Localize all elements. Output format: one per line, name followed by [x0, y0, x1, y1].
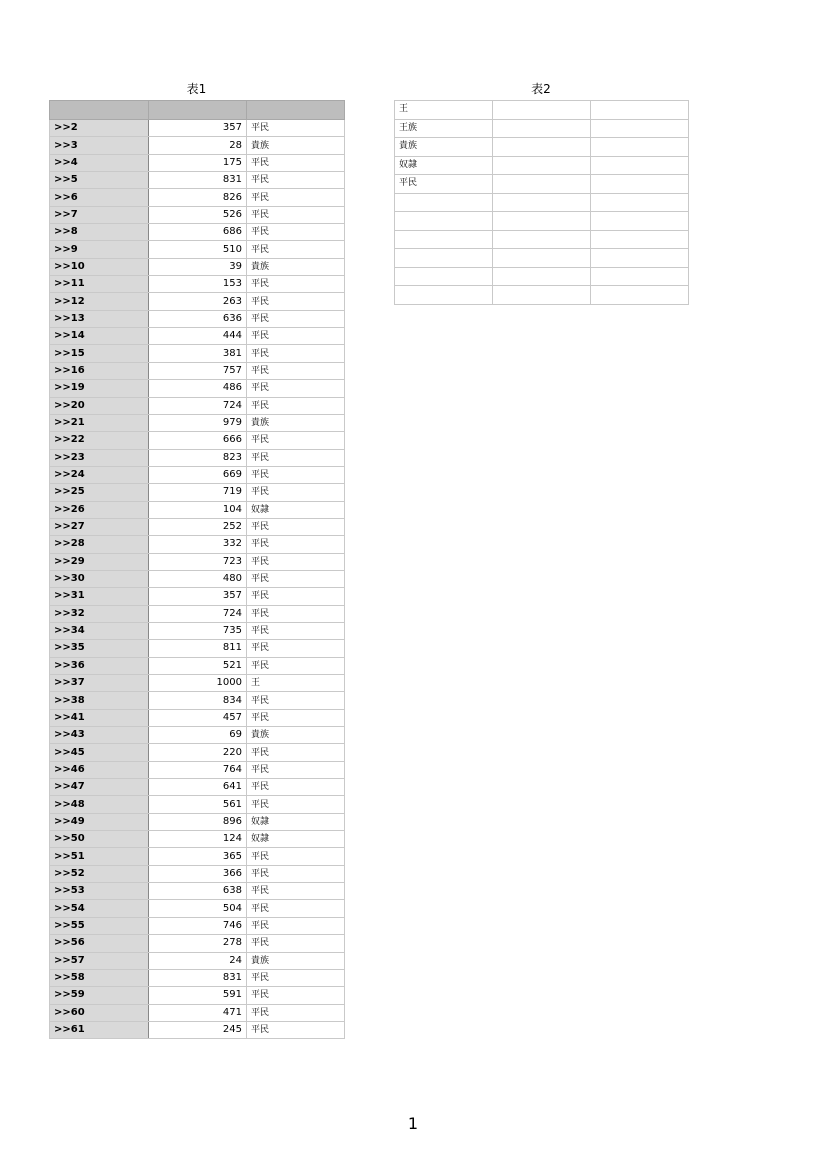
class-cell: 平民 [247, 328, 345, 345]
row-id-cell: >>60 [50, 1004, 149, 1021]
table-row [50, 484, 345, 501]
value-cell: 834 [149, 692, 247, 709]
value-cell: 104 [149, 501, 247, 518]
value-cell: 24 [149, 952, 247, 969]
table-row [50, 987, 345, 1004]
class-cell: 平民 [247, 570, 345, 587]
value-cell: 831 [149, 969, 247, 986]
class-cell: 平民 [247, 553, 345, 570]
value-cell: 638 [149, 883, 247, 900]
table2-cell [591, 249, 689, 268]
row-id-cell: >>31 [50, 588, 149, 605]
class-cell: 平民 [247, 432, 345, 449]
table2-cell [493, 101, 591, 120]
value-cell: 1000 [149, 675, 247, 692]
value-cell: 175 [149, 154, 247, 171]
table-row [50, 501, 345, 518]
row-id-cell: >>49 [50, 813, 149, 830]
row-id-cell: >>15 [50, 345, 149, 362]
value-cell: 69 [149, 727, 247, 744]
class-cell: 平民 [247, 848, 345, 865]
value-cell: 686 [149, 224, 247, 241]
value-cell: 826 [149, 189, 247, 206]
table-row [395, 156, 689, 175]
table2-cell [591, 230, 689, 249]
class-cell: 平民 [247, 709, 345, 726]
class-cell: 平民 [247, 397, 345, 414]
value-cell: 381 [149, 345, 247, 362]
row-id-cell: >>47 [50, 779, 149, 796]
table2-cell [591, 193, 689, 212]
value-cell: 263 [149, 293, 247, 310]
value-cell: 979 [149, 414, 247, 431]
class-cell: 貴族 [247, 414, 345, 431]
table-row [50, 813, 345, 830]
table-row [50, 588, 345, 605]
value-cell: 444 [149, 328, 247, 345]
row-id-cell: >>26 [50, 501, 149, 518]
class-cell: 平民 [247, 692, 345, 709]
class-cell: 平民 [247, 449, 345, 466]
class-cell: 平民 [247, 189, 345, 206]
row-id-cell: >>41 [50, 709, 149, 726]
table2-cell [591, 175, 689, 194]
value-cell: 757 [149, 362, 247, 379]
row-id-cell: >>23 [50, 449, 149, 466]
class-cell: 平民 [247, 362, 345, 379]
table-row [395, 267, 689, 286]
class-cell: 平民 [247, 883, 345, 900]
row-id-cell: >>29 [50, 553, 149, 570]
class-cell: 平民 [247, 172, 345, 189]
class-cell: 平民 [247, 466, 345, 483]
value-cell: 641 [149, 779, 247, 796]
table-row [50, 917, 345, 934]
class-cell: 奴隷 [247, 501, 345, 518]
class-cell: 平民 [247, 779, 345, 796]
table1-title: 表1 [186, 82, 207, 96]
value-cell: 669 [149, 466, 247, 483]
class-cell: 貴族 [247, 137, 345, 154]
table-row [50, 276, 345, 293]
value-cell: 252 [149, 518, 247, 535]
class-cell: 平民 [247, 605, 345, 622]
class-cell: 平民 [247, 120, 345, 137]
class-cell: 平民 [247, 657, 345, 674]
row-id-cell: >>37 [50, 675, 149, 692]
value-cell: 365 [149, 848, 247, 865]
value-cell: 124 [149, 831, 247, 848]
row-id-cell: >>61 [50, 1021, 149, 1038]
value-cell: 510 [149, 241, 247, 258]
class-cell: 平民 [247, 640, 345, 657]
table-row [50, 414, 345, 431]
table2-cell [395, 212, 493, 231]
row-id-cell: >>3 [50, 137, 149, 154]
table-row [50, 536, 345, 553]
table-row [50, 675, 345, 692]
class-cell: 平民 [247, 796, 345, 813]
page-number: 1 [407, 1114, 419, 1133]
class-cell: 王 [247, 675, 345, 692]
value-cell: 636 [149, 310, 247, 327]
table-row [50, 293, 345, 310]
value-cell: 220 [149, 744, 247, 761]
class-cell: 平民 [247, 241, 345, 258]
table-row [50, 518, 345, 535]
value-cell: 831 [149, 172, 247, 189]
value-cell: 823 [149, 449, 247, 466]
row-id-cell: >>57 [50, 952, 149, 969]
class-cell: 平民 [247, 969, 345, 986]
table-row [50, 206, 345, 223]
row-id-cell: >>50 [50, 831, 149, 848]
table2-cell [395, 249, 493, 268]
table1-header-cell [247, 101, 345, 120]
value-cell: 764 [149, 761, 247, 778]
table-row [50, 831, 345, 848]
row-id-cell: >>8 [50, 224, 149, 241]
row-id-cell: >>22 [50, 432, 149, 449]
table-row [50, 865, 345, 882]
table-row [395, 286, 689, 305]
table2-cell [493, 267, 591, 286]
table-row [395, 193, 689, 212]
table2-cell: 平民 [395, 175, 493, 194]
row-id-cell: >>53 [50, 883, 149, 900]
table2-cell [493, 230, 591, 249]
table-row [50, 727, 345, 744]
table1-header-cell [149, 101, 247, 120]
row-id-cell: >>45 [50, 744, 149, 761]
value-cell: 735 [149, 622, 247, 639]
table-row [50, 570, 345, 587]
row-id-cell: >>10 [50, 258, 149, 275]
row-id-cell: >>4 [50, 154, 149, 171]
table-row [50, 796, 345, 813]
row-id-cell: >>55 [50, 917, 149, 934]
table-row [395, 212, 689, 231]
row-id-cell: >>2 [50, 120, 149, 137]
table2-cell: 王族 [395, 119, 493, 138]
value-cell: 278 [149, 935, 247, 952]
value-cell: 480 [149, 570, 247, 587]
table-row [50, 761, 345, 778]
table-row [50, 466, 345, 483]
table-row [50, 900, 345, 917]
table-row [395, 249, 689, 268]
table1-header-cell [50, 101, 149, 120]
table-row [395, 119, 689, 138]
class-cell: 平民 [247, 345, 345, 362]
row-id-cell: >>51 [50, 848, 149, 865]
row-id-cell: >>28 [50, 536, 149, 553]
value-cell: 245 [149, 1021, 247, 1038]
value-cell: 719 [149, 484, 247, 501]
table2-cell [591, 138, 689, 157]
row-id-cell: >>30 [50, 570, 149, 587]
table-row [50, 380, 345, 397]
class-cell: 平民 [247, 293, 345, 310]
row-id-cell: >>9 [50, 241, 149, 258]
class-cell: 貴族 [247, 952, 345, 969]
class-cell: 平民 [247, 622, 345, 639]
table-row [395, 230, 689, 249]
class-cell: 貴族 [247, 258, 345, 275]
table-row [50, 709, 345, 726]
class-cell: 平民 [247, 1004, 345, 1021]
row-id-cell: >>46 [50, 761, 149, 778]
class-cell: 平民 [247, 518, 345, 535]
class-cell: 平民 [247, 917, 345, 934]
table2-cell: 貴族 [395, 138, 493, 157]
table-row [50, 744, 345, 761]
table-row [50, 172, 345, 189]
class-cell: 平民 [247, 900, 345, 917]
class-cell: 平民 [247, 310, 345, 327]
table-row [50, 692, 345, 709]
class-cell: 平民 [247, 1021, 345, 1038]
value-cell: 723 [149, 553, 247, 570]
value-cell: 811 [149, 640, 247, 657]
table-row [50, 189, 345, 206]
row-id-cell: >>35 [50, 640, 149, 657]
row-id-cell: >>14 [50, 328, 149, 345]
table2-cell [395, 193, 493, 212]
table-row [50, 779, 345, 796]
table-row [50, 553, 345, 570]
table2-cell [395, 230, 493, 249]
table2-cell [493, 138, 591, 157]
class-cell: 奴隷 [247, 813, 345, 830]
value-cell: 457 [149, 709, 247, 726]
table-row [50, 310, 345, 327]
row-id-cell: >>21 [50, 414, 149, 431]
table2-cell [591, 267, 689, 286]
class-cell: 平民 [247, 484, 345, 501]
row-id-cell: >>52 [50, 865, 149, 882]
table-row [50, 1021, 345, 1038]
row-id-cell: >>12 [50, 293, 149, 310]
table2-cell [591, 212, 689, 231]
class-cell: 平民 [247, 744, 345, 761]
table-row [50, 657, 345, 674]
table2-cell [493, 119, 591, 138]
table-row [395, 101, 689, 120]
row-id-cell: >>54 [50, 900, 149, 917]
value-cell: 357 [149, 588, 247, 605]
row-id-cell: >>43 [50, 727, 149, 744]
class-cell: 貴族 [247, 727, 345, 744]
table2-cell [493, 175, 591, 194]
table-row [50, 935, 345, 952]
table-row [50, 397, 345, 414]
class-cell: 平民 [247, 987, 345, 1004]
table-row [50, 1004, 345, 1021]
table-row [50, 848, 345, 865]
table1 [49, 100, 345, 1039]
row-id-cell: >>11 [50, 276, 149, 293]
table1-header-row [50, 101, 345, 120]
class-cell: 平民 [247, 154, 345, 171]
row-id-cell: >>19 [50, 380, 149, 397]
row-id-cell: >>48 [50, 796, 149, 813]
table-row [50, 224, 345, 241]
table-row [50, 345, 345, 362]
row-id-cell: >>32 [50, 605, 149, 622]
row-id-cell: >>25 [50, 484, 149, 501]
class-cell: 平民 [247, 761, 345, 778]
row-id-cell: >>7 [50, 206, 149, 223]
table2-title: 表2 [531, 82, 551, 96]
row-id-cell: >>59 [50, 987, 149, 1004]
table-row [395, 138, 689, 157]
value-cell: 357 [149, 120, 247, 137]
table-row [50, 241, 345, 258]
table-row [50, 605, 345, 622]
class-cell: 平民 [247, 224, 345, 241]
value-cell: 591 [149, 987, 247, 1004]
value-cell: 724 [149, 397, 247, 414]
row-id-cell: >>58 [50, 969, 149, 986]
value-cell: 526 [149, 206, 247, 223]
table-row [50, 883, 345, 900]
table-row [50, 328, 345, 345]
row-id-cell: >>16 [50, 362, 149, 379]
value-cell: 521 [149, 657, 247, 674]
table2-cell [493, 286, 591, 305]
value-cell: 366 [149, 865, 247, 882]
value-cell: 746 [149, 917, 247, 934]
row-id-cell: >>36 [50, 657, 149, 674]
table-row [50, 137, 345, 154]
row-id-cell: >>27 [50, 518, 149, 535]
table2-cell [591, 119, 689, 138]
value-cell: 504 [149, 900, 247, 917]
table-row [395, 175, 689, 194]
table-row [50, 258, 345, 275]
value-cell: 153 [149, 276, 247, 293]
class-cell: 平民 [247, 588, 345, 605]
table2-cell [395, 267, 493, 286]
table2-cell [591, 156, 689, 175]
row-id-cell: >>5 [50, 172, 149, 189]
row-id-cell: >>56 [50, 935, 149, 952]
row-id-cell: >>6 [50, 189, 149, 206]
class-cell: 奴隷 [247, 831, 345, 848]
table-row [50, 622, 345, 639]
table-row [50, 362, 345, 379]
table2-cell [493, 193, 591, 212]
row-id-cell: >>24 [50, 466, 149, 483]
table2-cell [395, 286, 493, 305]
table2-cell [493, 249, 591, 268]
class-cell: 平民 [247, 935, 345, 952]
table2-cell [493, 212, 591, 231]
value-cell: 724 [149, 605, 247, 622]
table-row [50, 952, 345, 969]
table-row [50, 154, 345, 171]
table2 [394, 100, 689, 305]
row-id-cell: >>34 [50, 622, 149, 639]
value-cell: 896 [149, 813, 247, 830]
table-row [50, 432, 345, 449]
value-cell: 666 [149, 432, 247, 449]
class-cell: 平民 [247, 380, 345, 397]
table2-cell [493, 156, 591, 175]
value-cell: 486 [149, 380, 247, 397]
table2-cell: 奴隷 [395, 156, 493, 175]
row-id-cell: >>38 [50, 692, 149, 709]
value-cell: 471 [149, 1004, 247, 1021]
table-row [50, 640, 345, 657]
class-cell: 平民 [247, 865, 345, 882]
table2-cell: 王 [395, 101, 493, 120]
class-cell: 平民 [247, 206, 345, 223]
table2-cell [591, 101, 689, 120]
value-cell: 332 [149, 536, 247, 553]
class-cell: 平民 [247, 276, 345, 293]
table-row [50, 449, 345, 466]
class-cell: 平民 [247, 536, 345, 553]
value-cell: 39 [149, 258, 247, 275]
value-cell: 561 [149, 796, 247, 813]
row-id-cell: >>13 [50, 310, 149, 327]
value-cell: 28 [149, 137, 247, 154]
row-id-cell: >>20 [50, 397, 149, 414]
table-row [50, 120, 345, 137]
table-row [50, 969, 345, 986]
table2-cell [591, 286, 689, 305]
